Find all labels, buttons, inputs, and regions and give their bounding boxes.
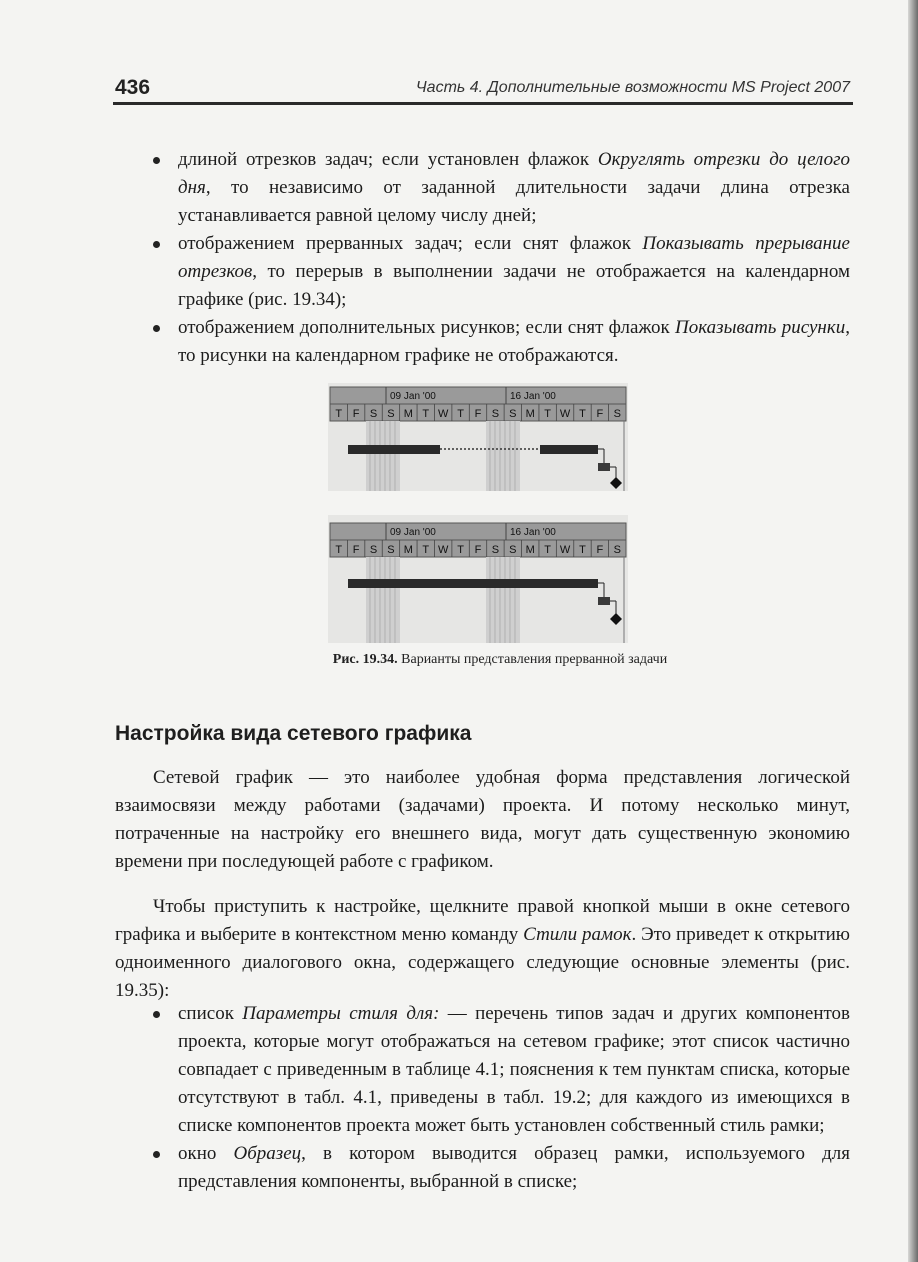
running-title: Часть 4. Дополнительные возможности MS Project 2007 — [415, 79, 850, 96]
week-label: 16 Jan '00 — [510, 527, 556, 538]
successor-bar — [598, 463, 610, 471]
day-label: M — [525, 544, 535, 556]
day-label: T — [544, 408, 552, 420]
week-label: 16 Jan '00 — [510, 391, 556, 402]
option-name: Параметры стиля для: — [242, 1003, 440, 1024]
day-label: F — [352, 408, 360, 420]
day-label: W — [437, 544, 449, 556]
day-label: W — [559, 544, 571, 556]
bullet-icon — [153, 1011, 160, 1018]
gantt-figure — [328, 383, 628, 643]
day-label: T — [422, 544, 430, 556]
item-text: длиной отрезков задач; если установлен флажок — [178, 149, 598, 170]
day-label: W — [437, 408, 449, 420]
item-text: окно — [178, 1143, 234, 1164]
day-label: S — [509, 544, 517, 556]
list-item — [150, 230, 850, 314]
caption-text: Варианты представления прерванной задачи — [397, 652, 668, 667]
item-text: , то независимо от заданной длительности задачи длина отрезка устанавливается равной целому числу дней; — [178, 177, 850, 226]
day-label: S — [491, 544, 500, 556]
day-label: T — [422, 408, 430, 420]
paragraph: Сетевой график — это наиболее удобная форма представления логической взаимосвязи между работами (задачами) проекта. И потому несколько минут, потраченные на настройку его внешнего вида, могут дать существенную экономию времени при последующей работе с графиком. — [115, 767, 850, 872]
day-label: M — [403, 544, 413, 556]
day-label: S — [613, 408, 621, 420]
list-item — [150, 1140, 850, 1196]
item-text: , то перерыв в выполнении задачи не отображается на календарном графике (рис. 19.34); — [178, 261, 850, 310]
day-label: S — [387, 544, 395, 556]
bullet-icon — [153, 241, 160, 248]
task-bar-part — [348, 445, 440, 454]
day-label: S — [613, 544, 621, 556]
day-label: F — [352, 544, 360, 556]
successor-bar — [598, 597, 610, 605]
day-label: S — [369, 408, 378, 420]
day-label: F — [474, 408, 482, 420]
section-heading: Настройка вида сетевого графика — [115, 722, 472, 745]
gantt-illustration — [328, 383, 628, 643]
option-name: Показывать прерывание отрезков — [178, 233, 850, 282]
paragraph-text: . Это приведет к открытию одноименного диалогового окна, содержащего следующие основные элементы (рис. 19.35): — [115, 924, 850, 1001]
day-label: W — [559, 408, 571, 420]
list-item — [150, 314, 850, 370]
command-name: Стили рамок — [523, 924, 632, 945]
item-text: список — [178, 1003, 243, 1024]
page-number: 436 — [115, 76, 151, 99]
bullet-icon — [153, 325, 160, 332]
day-label: T — [457, 544, 464, 556]
bullet-list-top — [150, 146, 850, 370]
day-label: S — [491, 408, 500, 420]
week-label: 09 Jan '00 — [390, 391, 436, 402]
day-label: T — [457, 408, 464, 420]
day-label: S — [387, 408, 395, 420]
paragraph-text: Чтобы приступить к настройке, щелкните правой кнопкой мыши в окне сетевого графика и выберите в контекстном меню команду — [115, 896, 850, 945]
item-text: отображением дополнительных рисунков; если снят флажок — [178, 317, 676, 338]
day-label: F — [596, 408, 604, 420]
header-rule — [113, 102, 853, 105]
day-label: T — [335, 544, 343, 556]
day-label: M — [525, 408, 535, 420]
figure-caption — [150, 652, 850, 668]
item-text: — перечень типов задач и других компонентов проекта, которые могут отображаться на сетевом графике; этот список частично совпадает с приведенным в таблице 4.1; пояснения к тем пунктам списка, которые отсутствуют в табл. 4.1, приведены в табл. 19.2; для каждого из имеющихся в списке компонентов проекта может быть установлен собственный стиль рамки; — [178, 1003, 851, 1136]
caption-label: Рис. 19.34. — [332, 652, 398, 667]
day-label: T — [335, 408, 343, 420]
bullet-icon — [153, 157, 160, 164]
running-header — [115, 76, 850, 102]
day-label: T — [579, 544, 586, 556]
bullet-icon — [153, 1151, 160, 1158]
option-name: Округлять отрезки до целого дня — [178, 149, 850, 198]
bullet-list-bottom — [150, 1000, 850, 1196]
option-name: Показывать рисунки — [675, 317, 846, 338]
page-edge-shadow — [908, 0, 918, 1262]
day-label: T — [579, 408, 586, 420]
task-bar-continuous — [348, 579, 598, 588]
week-label: 09 Jan '00 — [390, 527, 436, 538]
option-name: Образец — [233, 1143, 302, 1164]
item-text: отображением прерванных задач; если снят флажок — [178, 233, 643, 254]
day-label: S — [509, 408, 517, 420]
day-label: F — [596, 544, 604, 556]
list-item — [150, 1000, 850, 1140]
day-label: S — [369, 544, 378, 556]
day-label: T — [544, 544, 552, 556]
list-item — [150, 146, 850, 230]
item-text: , то рисунки на календарном графике не отображаются. — [178, 317, 851, 366]
paragraph — [115, 893, 850, 1005]
day-label: F — [474, 544, 482, 556]
day-label: M — [403, 408, 413, 420]
item-text: , в котором выводится образец рамки, используемого для представления компоненты, выбранной в списке; — [178, 1143, 850, 1192]
task-bar-part — [540, 445, 598, 454]
